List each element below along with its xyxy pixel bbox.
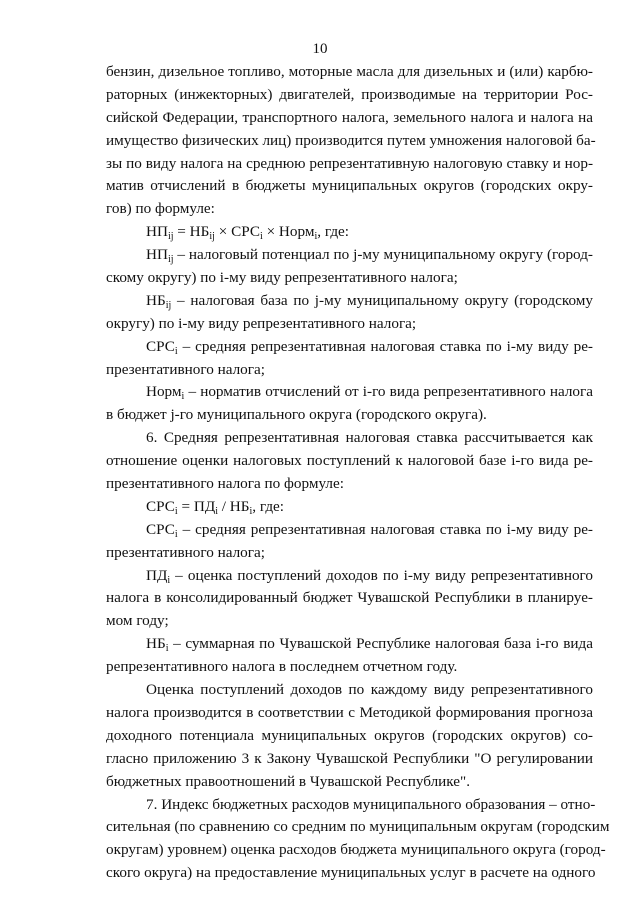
text-line: сийской Федерации, транспортного налога, земельного налога и налога на <box>106 108 593 126</box>
text-fragment: – норматив отчислений от i-го вида репрезентативного налога <box>184 383 593 401</box>
text-fragment: × Норм <box>262 223 315 241</box>
text-fragment: × СРС <box>214 223 260 241</box>
text-line: матив отчислений в бюджеты муниципальных округов (городских окру- <box>106 177 593 195</box>
text-line: Оценка поступлений доходов по каждому виду репрезентативного <box>146 681 593 699</box>
text-fragment: ПД <box>146 566 168 584</box>
text-line: налога в консолидированный бюджет Чувашской Республики в планируе- <box>106 589 593 607</box>
text-line <box>106 381 593 404</box>
formula-subscript: i <box>174 345 178 357</box>
text-line: налога производится в соответствии с Методикой формирования прогноза <box>106 703 593 721</box>
text-fragment: СРС <box>146 520 175 538</box>
formula-subscript: ij <box>209 231 215 243</box>
text-line: округу) по i-му виду репрезентативного налога; <box>106 314 417 332</box>
text-fragment: СРС <box>146 337 175 355</box>
text-fragment: , где: <box>317 223 350 241</box>
text-fragment: НБ <box>146 291 166 309</box>
formula-subscript: i <box>215 505 218 517</box>
text-line: презентативного налога; <box>106 360 265 378</box>
text-line: зы по виду налога на среднюю репрезентативную налоговую ставку и нор- <box>106 154 593 172</box>
text-line: 6. Средняя репрезентативная налоговая ставка рассчитывается как <box>146 429 593 447</box>
formula-subscript: i <box>165 643 169 655</box>
formula-subscript: i <box>249 505 253 517</box>
text-line: гов) по формуле: <box>106 200 215 218</box>
text-line: раторных (инжекторных) двигателей, производимые на территории Рос- <box>106 85 593 103</box>
text-line <box>106 244 593 267</box>
formula-subscript: ij <box>165 299 172 311</box>
text-line: презентативного налога по формуле: <box>106 475 344 493</box>
formula-subscript: i <box>167 574 171 586</box>
text-fragment: – суммарная по Чувашской Республике налоговая база i-го вида <box>168 635 593 653</box>
text-line <box>106 519 593 542</box>
formula-subscript: i <box>174 528 178 540</box>
text-fragment: / НБ <box>217 497 250 515</box>
text-fragment: = ПД <box>177 497 216 515</box>
formula-subscript: i <box>174 505 178 517</box>
text-line: скому округу) по i-му виду репрезентативного налога; <box>106 269 458 287</box>
text-line: имущество физических лиц) производится путем умножения налоговой ба- <box>106 131 596 149</box>
text-line <box>106 221 593 244</box>
text-line <box>106 290 593 313</box>
text-line <box>106 633 593 656</box>
text-line: репрезентативного налога в последнем отчетном году. <box>106 658 458 676</box>
formula-subscript: i <box>259 231 263 243</box>
formula-subscript: ij <box>167 254 174 266</box>
text-line: ского округа) на предоставление муниципальных услуг в расчете на одного <box>106 864 596 882</box>
text-line: бюджетных правоотношений в Чувашской Республике". <box>106 772 471 790</box>
formula-subscript: ij <box>167 231 174 243</box>
text-fragment: НБ <box>146 635 166 653</box>
text-fragment: НП <box>146 223 168 241</box>
text-line: в бюджет j-го муниципального округа (городского округа). <box>106 406 487 424</box>
text-line <box>106 336 593 359</box>
text-line: отношение оценки налоговых поступлений к налоговой базе i-го вида ре- <box>106 452 593 470</box>
page-number: 10 <box>312 41 328 57</box>
text-line: сительная (по сравнению со средним по муниципальным округам (городским <box>106 818 610 836</box>
text-line: бензин, дизельное топливо, моторные масла для дизельных и (или) карбю- <box>106 63 593 80</box>
text-line: презентативного налога; <box>106 543 265 561</box>
text-fragment: – средняя репрезентативная налоговая ставка по i-му виду ре- <box>177 337 593 355</box>
text-fragment: СРС <box>146 497 175 515</box>
formula-subscript: i <box>314 231 318 243</box>
text-fragment: – налоговая база по j-му муниципальному округу (городскому <box>171 291 593 309</box>
text-line: 7. Индекс бюджетных расходов муниципального образования – отно- <box>146 795 596 813</box>
text-line <box>106 565 593 588</box>
text-fragment: = НБ <box>173 223 210 241</box>
text-line: гласно приложению 3 к Закону Чувашской Республики "О регулировании <box>106 749 593 767</box>
text-fragment: Норм <box>146 383 182 401</box>
formula-subscript: i <box>181 391 185 403</box>
text-fragment: НП <box>146 246 168 264</box>
text-fragment: , где: <box>252 497 285 515</box>
text-fragment: – налоговый потенциал по j-му муниципальному округу (город- <box>173 246 593 264</box>
text-line: мом году; <box>106 612 169 630</box>
text-line <box>106 496 593 519</box>
text-fragment: – средняя репрезентативная налоговая ставка по i-му виду ре- <box>177 520 593 538</box>
text-line: округам) уровнем) оценка расходов бюджета муниципального округа (город- <box>106 841 606 859</box>
text-line: доходного потенциала муниципальных округов (городских округов) со- <box>106 726 593 744</box>
text-fragment: – оценка поступлений доходов по i-му виду репрезентативного <box>170 566 593 584</box>
body-text <box>106 61 610 885</box>
